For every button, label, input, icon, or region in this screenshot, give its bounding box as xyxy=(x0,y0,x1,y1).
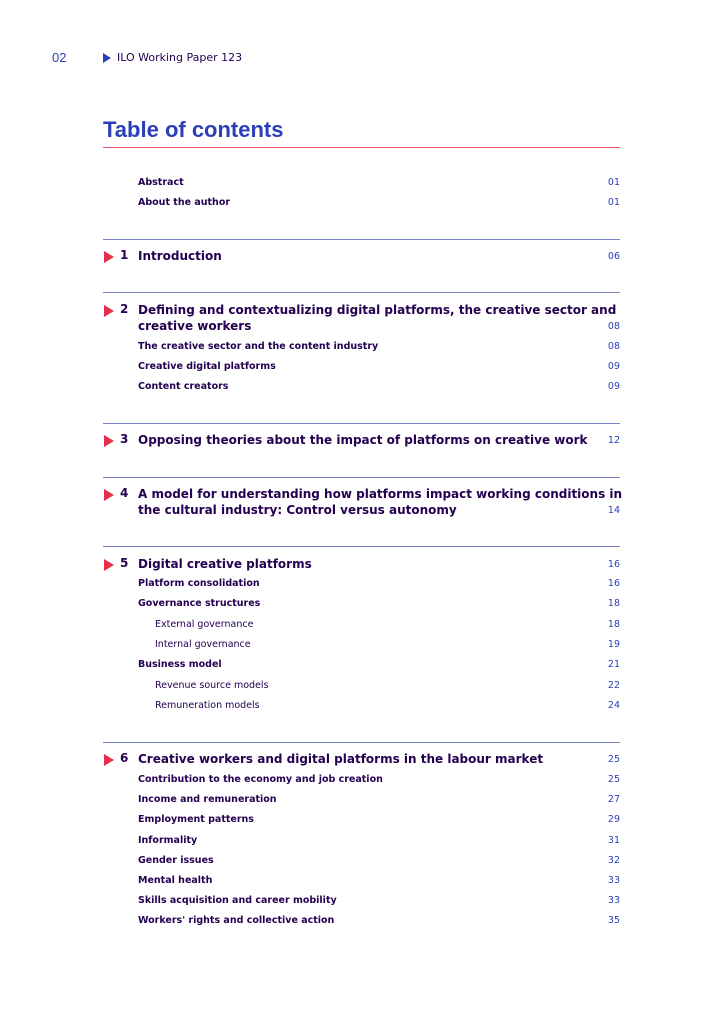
toc-entry-page: 32 xyxy=(607,855,620,866)
running-header xyxy=(103,51,242,64)
section-divider xyxy=(103,477,620,478)
toc-entry-label: Mental health xyxy=(138,875,213,886)
toc-entry-page: 16 xyxy=(607,578,620,589)
toc-entry-page: 01 xyxy=(607,177,620,188)
section-page: 08 xyxy=(607,321,620,332)
toc-entry-page: 33 xyxy=(607,875,620,886)
section-arrow-icon xyxy=(104,435,114,447)
toc-entry-label: External governance xyxy=(155,619,254,630)
toc-entry-label: Employment patterns xyxy=(138,814,254,825)
toc-title: Table of contents xyxy=(103,117,284,142)
section-number: 1 xyxy=(120,248,129,262)
section-title-line2: creative workers xyxy=(138,319,252,333)
section-page: 12 xyxy=(607,435,620,446)
toc-entry-label: Content creators xyxy=(138,381,229,392)
section-divider xyxy=(103,239,620,240)
section-page: 25 xyxy=(607,754,620,765)
title-divider xyxy=(103,147,620,148)
section-number: 4 xyxy=(120,486,129,500)
section-page: 16 xyxy=(607,559,620,570)
toc-entry-page: 31 xyxy=(607,835,620,846)
toc-entry-label: The creative sector and the content industry xyxy=(138,341,379,352)
section-title: Introduction xyxy=(138,249,222,263)
toc-entry-label: Informality xyxy=(138,835,198,846)
toc-entry-page: 08 xyxy=(607,341,620,352)
toc-entry-label: Internal governance xyxy=(155,639,251,650)
section-page: 06 xyxy=(607,251,620,262)
running-header-text: ILO Working Paper 123 xyxy=(117,51,243,64)
toc-entry-label: Revenue source models xyxy=(155,680,269,691)
toc-entry-label: Workers' rights and collective action xyxy=(138,915,335,926)
section-arrow-icon xyxy=(104,489,114,501)
toc-entry-label: Abstract xyxy=(138,177,184,188)
toc-entry-page: 19 xyxy=(607,639,620,650)
toc-entry-page: 35 xyxy=(607,915,620,926)
toc-entry-page: 01 xyxy=(607,197,620,208)
section-arrow-icon xyxy=(104,559,114,571)
section-arrow-icon xyxy=(104,305,114,317)
toc-entry-label: About the author xyxy=(138,197,231,208)
toc-entry-label: Governance structures xyxy=(138,598,261,609)
toc-entry-page: 33 xyxy=(607,895,620,906)
toc-entry-page: 18 xyxy=(607,619,620,630)
section-divider xyxy=(103,546,620,547)
toc-entry-label: Creative digital platforms xyxy=(138,361,276,372)
section-number: 6 xyxy=(120,751,129,765)
section-page: 14 xyxy=(607,505,620,516)
section-arrow-icon xyxy=(104,251,114,263)
section-title: Creative workers and digital platforms in the labour market xyxy=(138,752,544,766)
section-title-line2: the cultural industry: Control versus autonomy xyxy=(138,503,457,517)
toc-entry-page: 21 xyxy=(607,659,620,670)
toc-entry-page: 29 xyxy=(607,814,620,825)
toc-entry-label: Skills acquisition and career mobility xyxy=(138,895,337,906)
toc-entry-page: 27 xyxy=(607,794,620,805)
toc-entry-page: 18 xyxy=(607,598,620,609)
toc-entry-label: Remuneration models xyxy=(155,700,260,711)
section-title-line1: Defining and contextualizing digital platforms, the creative sector and xyxy=(138,303,617,317)
section-divider xyxy=(103,423,620,424)
toc-entry-label: Income and remuneration xyxy=(138,794,277,805)
toc-entry-page: 09 xyxy=(607,361,620,372)
section-divider xyxy=(103,292,620,293)
section-number: 5 xyxy=(120,556,129,570)
toc-entry-page: 09 xyxy=(607,381,620,392)
toc-entry-label: Platform consolidation xyxy=(138,578,260,589)
toc-entry-page: 25 xyxy=(607,774,620,785)
section-title-line1: A model for understanding how platforms impact working conditions in xyxy=(138,487,623,501)
section-arrow-icon xyxy=(104,754,114,766)
toc-entry-label: Contribution to the economy and job creation xyxy=(138,774,383,785)
toc-entry-label: Gender issues xyxy=(138,855,214,866)
page-number: 02 xyxy=(52,50,67,65)
section-number: 3 xyxy=(120,432,129,446)
section-divider xyxy=(103,742,620,743)
section-title: Digital creative platforms xyxy=(138,557,312,571)
section-number: 2 xyxy=(120,302,129,316)
toc-entry-page: 24 xyxy=(607,700,620,711)
toc-entry-label: Business model xyxy=(138,659,222,670)
toc-entry-page: 22 xyxy=(607,680,620,691)
section-title: Opposing theories about the impact of platforms on creative work xyxy=(138,433,588,447)
header-triangle-icon xyxy=(103,53,111,63)
